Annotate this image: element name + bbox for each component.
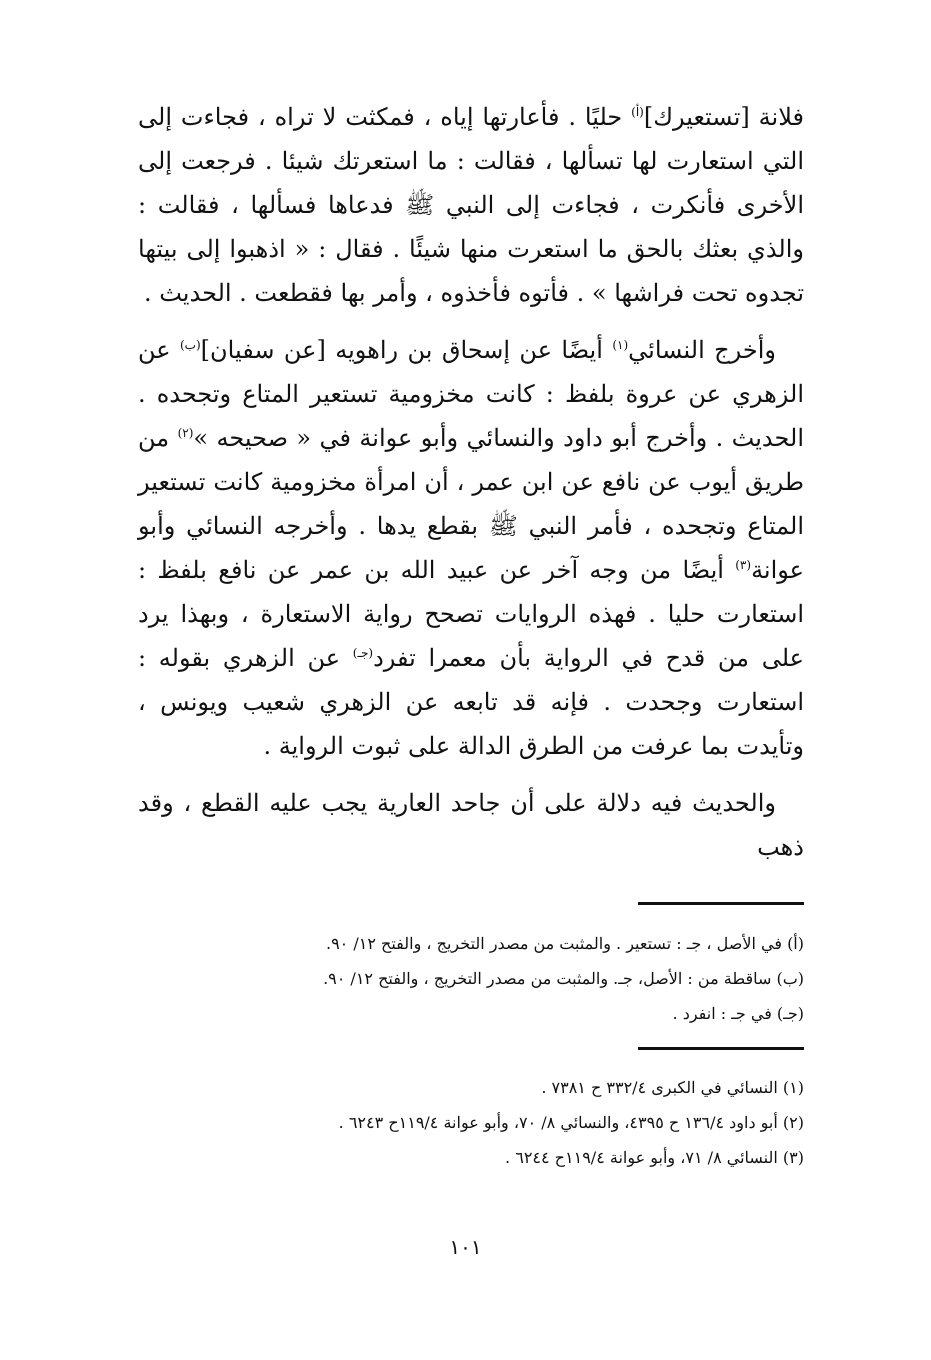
source-note: (٣) النسائي ٨/ ٧١، وأبو عوانة ١١٩/٤ح ٦٢٤٤ . bbox=[505, 1148, 804, 1167]
paragraph-2 bbox=[138, 328, 804, 768]
variant-note: (جـ) في جـ : انفرد . bbox=[672, 1004, 804, 1023]
text-run: حليًا . فأعارتها إياه ، فمكثت لا تراه ، فجاءت إلى التي استعارت لها تسألها ، فقالت : ما استعرتك شيئا . فرجعت إلى الأخرى فأنكرت ، فجاءت إلى النبي ﷺ فدعاها فسألها ، فقالت : والذي بعثك بالحق ما استعرت منها شيئًا . فقال : « اذهبوا إلى بيتها تجدوه تحت فراشها » . فأتوه فأخذوه ، وأمر بها فقطعت . الحديث . bbox=[138, 103, 804, 307]
variant-notes bbox=[138, 926, 804, 1031]
paragraph-1 bbox=[138, 95, 804, 315]
variant-note: (أ) في الأصل ، جـ : تستعير . والمثبت من مصدر التخريج ، والفتح ١٢/ ٩٠. bbox=[325, 934, 804, 953]
variant-note-marker: (ب) bbox=[180, 338, 201, 352]
source-notes bbox=[138, 1070, 804, 1175]
text-run: عن الزهري بقوله : استعارت وجحدت . فإنه قد تابعه عن الزهري شعيب ويونس ، وتأيدت بما عرفت من الطرق الدالة على ثبوت الرواية . bbox=[138, 644, 804, 760]
source-note: (١) النسائي في الكبرى ٣٣٢/٤ ح ٧٣٨١ . bbox=[541, 1078, 804, 1097]
paragraph-3: والحديث فيه دلالة على أن جاحد العارية يجب عليه القطع ، وقد ذهب bbox=[138, 789, 804, 861]
footnote-marker: (٣) bbox=[735, 558, 752, 572]
text-run: أيضًا من وجه آخر عن عبيد الله بن عمر عن نافع بلفظ : استعارت حليا . فهذه الروايات تصحح رواية الاستعارة ، وبهذا يرد على من قدح في الرواية بأن معمرا تفرد bbox=[138, 556, 805, 672]
text-run: عن الزهري عن عروة بلفظ : كانت مخزومية تستعير المتاع وتجحده . الحديث . وأخرج أبو داود والنسائي وأبو عوانة في « صحيحه » bbox=[138, 336, 805, 452]
footnote-marker: (١) bbox=[612, 338, 629, 352]
variant-note-marker: (أ) bbox=[631, 105, 644, 119]
page-number: ١٠١ bbox=[449, 1235, 482, 1259]
text-run: أيضًا عن إسحاق بن راهويه [عن سفيان] bbox=[200, 336, 613, 364]
main-text bbox=[138, 95, 804, 869]
text-run: وأخرج النسائي bbox=[628, 336, 776, 364]
source-note: (٢) أبو داود ١٣٦/٤ ح ٤٣٩٥، والنسائي ٨/ ٧٠، وأبو عوانة ١١٩/٤ح ٦٢٤٣ . bbox=[338, 1113, 804, 1132]
text-run: من طريق أيوب عن نافع عن ابن عمر ، أن امرأة مخزومية كانت تستعير المتاع وتجحده ، فأمر النبي ﷺ بقطع يدها . وأخرجه النسائي وأبو عوانة bbox=[138, 424, 804, 584]
variant-note: (ب) ساقطة من : الأصل، جـ. والمثبت من مصدر التخريج ، والفتح ١٢/ ٩٠. bbox=[323, 969, 804, 988]
footnote-separator bbox=[638, 1047, 804, 1050]
text-run: فلانة [تستعيرك] bbox=[643, 103, 804, 131]
footnote-separator bbox=[638, 902, 804, 905]
variant-note-marker: (جـ) bbox=[352, 646, 374, 660]
footnote-marker: (٢) bbox=[177, 426, 194, 440]
